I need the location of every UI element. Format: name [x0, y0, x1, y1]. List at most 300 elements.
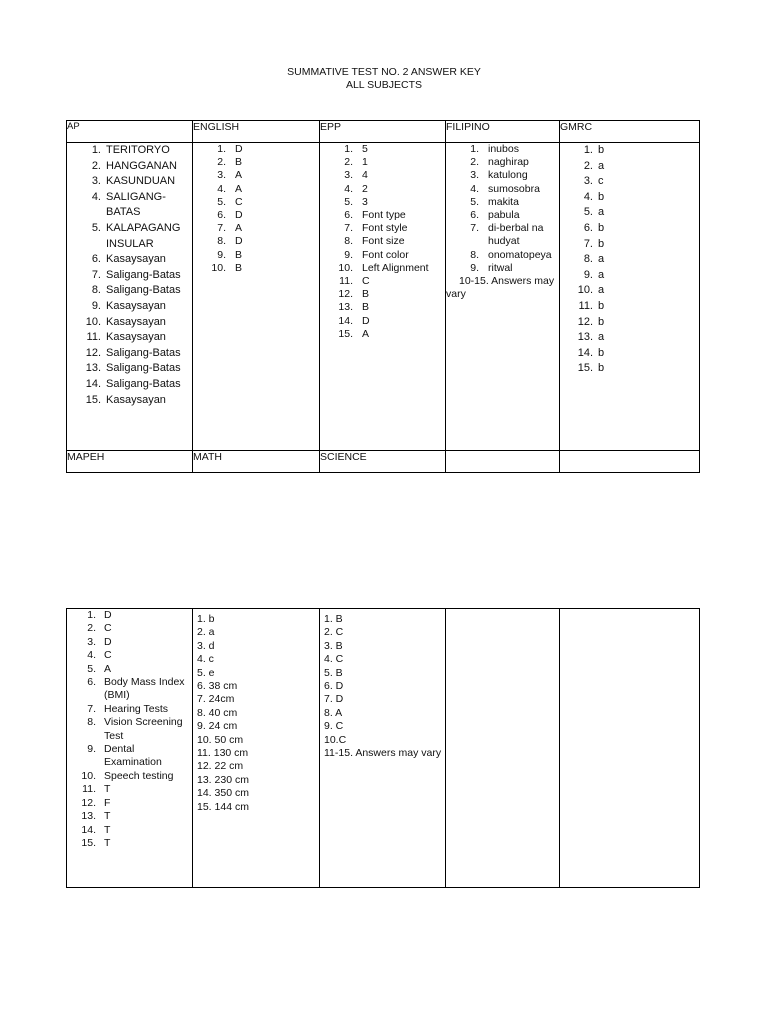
- answer-text: b: [598, 315, 605, 328]
- answer-number: 7.: [344, 222, 353, 235]
- answer-text: katulong: [488, 169, 528, 182]
- answer-key-table-top: [66, 120, 700, 473]
- answer-text: Saligang-Batas: [106, 284, 181, 297]
- answer-text: T: [104, 823, 111, 836]
- answer-line: 5. e: [197, 666, 215, 679]
- answer-number: 7.: [217, 222, 226, 235]
- answer-item: [560, 361, 699, 377]
- answer-number: 5.: [217, 195, 226, 208]
- answer-item: [446, 196, 559, 209]
- answer-item: [67, 190, 192, 221]
- answer-item: [67, 824, 192, 837]
- answer-text: a: [598, 331, 605, 344]
- header-math: MATH: [193, 451, 320, 473]
- answer-item: [67, 609, 192, 622]
- answer-item: [193, 156, 319, 169]
- answer-text: Font color: [362, 248, 409, 261]
- answer-number: 10.: [211, 261, 226, 274]
- answer-text: B: [362, 301, 370, 314]
- answer-text: naghirap: [488, 156, 529, 169]
- answer-item: [67, 663, 192, 676]
- answer-text: Saligang-Batas: [106, 362, 181, 375]
- answer-number: 5.: [583, 206, 593, 219]
- answer-number: 14.: [577, 346, 593, 359]
- answer-number: 11.: [82, 783, 96, 796]
- answer-number: 4.: [583, 190, 593, 203]
- answer-number: 15.: [577, 362, 593, 375]
- answer-item: [67, 268, 192, 284]
- answer-text: SALIGANG-BATAS: [106, 190, 166, 219]
- answer-item: [560, 159, 699, 175]
- answer-number: 9.: [87, 743, 96, 756]
- answer-line: 3. d: [197, 639, 215, 652]
- answer-text: T: [104, 810, 111, 823]
- answer-number: 15.: [85, 393, 101, 406]
- answer-number: 3.: [344, 169, 353, 182]
- answer-number: 1.: [91, 144, 101, 156]
- answer-item: [67, 810, 192, 823]
- answer-item: [560, 237, 699, 253]
- answer-number: 6.: [344, 209, 353, 222]
- answer-text: di-berbal na hudyat: [488, 222, 544, 248]
- answer-item: [560, 190, 699, 206]
- answer-item: [560, 346, 699, 362]
- answer-item: [560, 252, 699, 268]
- answer-item: [67, 703, 192, 716]
- answer-item: [320, 222, 445, 235]
- subject-header-row-2: [67, 451, 700, 473]
- answer-number: 9.: [217, 248, 226, 261]
- answer-number: 4.: [344, 182, 353, 195]
- answer-number: 9.: [583, 268, 593, 281]
- answer-line: 11-15. Answers may vary: [324, 747, 442, 760]
- answer-item: [67, 299, 192, 315]
- answer-text: HANGGANAN: [106, 159, 177, 172]
- answer-item: [67, 315, 192, 331]
- answer-number: 6.: [91, 253, 101, 266]
- answer-text: Speech testing: [104, 769, 174, 782]
- epp-answer-list: [320, 143, 445, 341]
- answer-text: A: [104, 662, 112, 675]
- document-title: SUMMATIVE TEST NO. 2 ANSWER KEY: [287, 66, 481, 78]
- answer-item: [320, 315, 445, 328]
- answer-text: C: [235, 195, 243, 208]
- answer-item: [320, 183, 445, 196]
- answer-number: 6.: [470, 209, 479, 222]
- answer-item: [560, 299, 699, 315]
- answer-text: C: [104, 649, 112, 662]
- filipino-note: [446, 275, 559, 301]
- answer-item: [67, 636, 192, 649]
- answer-text: B: [235, 261, 243, 274]
- answer-number: 3.: [87, 635, 96, 648]
- answer-text: Font style: [362, 222, 408, 235]
- answer-text: KALAPAGANG INSULAR: [106, 221, 181, 250]
- answer-text: b: [598, 346, 605, 359]
- answer-line: 5. B: [324, 666, 343, 679]
- answer-text: D: [235, 143, 243, 155]
- answer-item: [67, 797, 192, 810]
- answer-number: 2.: [583, 159, 593, 172]
- answer-number: 13.: [577, 331, 593, 344]
- math-answers-cell: [193, 609, 320, 888]
- answer-item: [446, 143, 559, 156]
- answers-row-2: [67, 609, 700, 888]
- answer-text: b: [598, 362, 605, 375]
- answer-text: a: [598, 206, 605, 219]
- answer-line: 8. A: [324, 706, 343, 719]
- header-mapeh: MAPEH: [67, 451, 193, 473]
- answer-number: 1.: [583, 144, 593, 156]
- subject-header-row: [67, 121, 700, 143]
- answer-number: 11.: [86, 331, 101, 344]
- answer-item: [560, 268, 699, 284]
- answer-number: 5.: [87, 662, 96, 675]
- answer-text: D: [104, 609, 112, 621]
- answer-number: 1.: [217, 143, 226, 155]
- answer-text: D: [235, 209, 243, 222]
- answer-text: Left Alignment: [362, 261, 429, 274]
- answer-number: 4.: [87, 649, 96, 662]
- answer-line: 2. a: [197, 626, 215, 639]
- answer-text: F: [104, 796, 111, 809]
- answer-item: [67, 393, 192, 409]
- answer-number: 1.: [470, 143, 479, 155]
- answer-number: 11.: [578, 299, 593, 312]
- answer-item: [67, 377, 192, 393]
- ap-answer-list: [67, 143, 192, 408]
- answer-number: 12.: [577, 315, 593, 328]
- answer-text: 2: [362, 182, 368, 195]
- answer-item: [320, 275, 445, 288]
- answer-line: 10.C: [324, 733, 347, 746]
- answer-item: [560, 283, 699, 299]
- answer-text: B: [362, 288, 370, 301]
- answer-number: 12.: [85, 346, 101, 359]
- answer-line: 10. 50 cm: [197, 733, 244, 746]
- answer-line: 4. C: [324, 653, 344, 666]
- answer-item: [193, 196, 319, 209]
- mapeh-answer-list: [67, 609, 192, 850]
- answer-number: 7.: [470, 222, 479, 235]
- answer-number: 10.: [577, 284, 593, 297]
- science-answers-cell: [320, 609, 446, 888]
- answer-item: [67, 783, 192, 796]
- answer-line: 8. 40 cm: [197, 706, 238, 719]
- answer-number: 8.: [91, 284, 101, 297]
- answer-number: 8.: [87, 716, 96, 729]
- answer-text: c: [598, 175, 604, 188]
- answer-line: 2. C: [324, 626, 344, 639]
- answer-line: 7. D: [324, 693, 344, 706]
- answer-item: [193, 143, 319, 156]
- answer-text: C: [104, 622, 112, 635]
- answer-line: 4. c: [197, 653, 214, 666]
- answer-number: 11.: [339, 275, 353, 288]
- answer-item: [320, 196, 445, 209]
- answer-item: [446, 156, 559, 169]
- answer-line: 6. 38 cm: [197, 680, 238, 693]
- answer-number: 12.: [338, 288, 353, 301]
- gmrc-answers-cell: [560, 143, 700, 451]
- answer-number: 15.: [338, 327, 353, 340]
- header-ap: AP: [67, 121, 193, 143]
- answer-item: [67, 330, 192, 346]
- answer-text: B: [235, 248, 243, 261]
- answer-item: [320, 288, 445, 301]
- answer-text: a: [598, 253, 605, 266]
- answer-text: b: [598, 144, 605, 156]
- answer-number: 2.: [217, 156, 226, 169]
- answer-line: 1. b: [197, 613, 215, 625]
- answer-text: Saligang-Batas: [106, 377, 181, 390]
- answer-number: 2.: [344, 156, 353, 169]
- answer-number: 3.: [583, 175, 593, 188]
- answer-item: [193, 169, 319, 182]
- filipino-answers-cell: [446, 143, 560, 451]
- header-empty-5: [560, 451, 700, 473]
- answer-item: [193, 235, 319, 248]
- answer-line: 1. B: [324, 613, 343, 625]
- answer-text: 3: [362, 195, 368, 208]
- answer-number: 10.: [338, 261, 353, 274]
- answer-text: TERITORYO: [106, 144, 170, 156]
- answer-text: Kasaysayan: [106, 331, 166, 344]
- answer-item: [67, 743, 192, 770]
- answer-number: 7.: [91, 268, 101, 281]
- answer-text: pabula: [488, 209, 520, 222]
- answer-number: 1.: [344, 143, 353, 155]
- answer-item: [67, 252, 192, 268]
- answer-text: Kasaysayan: [106, 299, 166, 312]
- answer-item: [67, 159, 192, 175]
- answer-number: 7.: [87, 702, 96, 715]
- answer-text: b: [598, 190, 605, 203]
- answer-item: [67, 837, 192, 850]
- answer-number: 12.: [81, 796, 96, 809]
- answer-item: [67, 143, 192, 159]
- answer-key-table-bottom: [66, 608, 700, 888]
- answer-text: T: [104, 836, 111, 849]
- answer-number: 6.: [583, 221, 593, 234]
- answer-number: 13.: [81, 810, 96, 823]
- answer-line: 11. 130 cm: [197, 747, 249, 760]
- answer-text: inubos: [488, 143, 519, 155]
- answer-text: Saligang-Batas: [106, 268, 181, 281]
- answer-number: 2.: [470, 156, 479, 169]
- header-filipino: FILIPINO: [446, 121, 560, 143]
- answer-text: C: [362, 275, 370, 288]
- answer-text: b: [598, 221, 605, 234]
- answer-item: [446, 249, 559, 262]
- answer-number: 9.: [91, 299, 101, 312]
- math-answer-list: [193, 609, 319, 814]
- answers-row: [67, 143, 700, 451]
- answer-number: 3.: [470, 169, 479, 182]
- answer-text: Vision Screening Test: [104, 716, 183, 742]
- filipino-answer-list: [446, 143, 559, 275]
- answer-item: [67, 361, 192, 377]
- answer-number: 8.: [470, 248, 479, 261]
- mapeh-answers-cell: [67, 609, 193, 888]
- answer-number: 8.: [217, 235, 226, 248]
- answer-number: 6.: [87, 676, 96, 689]
- answer-number: 9.: [470, 261, 479, 274]
- answer-item: [67, 283, 192, 299]
- science-answer-list: [320, 609, 445, 760]
- answer-item: [560, 221, 699, 237]
- answer-number: 8.: [583, 253, 593, 266]
- answer-text: b: [598, 237, 605, 250]
- answer-item: [193, 222, 319, 235]
- answer-line: 12. 22 cm: [197, 760, 244, 773]
- answer-number: 9.: [344, 248, 353, 261]
- answer-item: [320, 209, 445, 222]
- answer-number: 13.: [338, 301, 353, 314]
- answer-text: Font size: [362, 235, 405, 248]
- answer-number: 1.: [87, 609, 96, 621]
- answer-item: [67, 716, 192, 743]
- document-subtitle: ALL SUBJECTS: [345, 79, 423, 91]
- answer-text: 5: [362, 143, 368, 155]
- answer-item: [560, 330, 699, 346]
- answer-item: [320, 249, 445, 262]
- answer-line: 9. 24 cm: [197, 720, 238, 733]
- answer-item: [67, 346, 192, 362]
- answer-item: [320, 262, 445, 275]
- answer-item: [193, 209, 319, 222]
- answer-number: 14.: [338, 314, 353, 327]
- answer-text: makita: [488, 195, 519, 208]
- empty-cell-5: [560, 609, 700, 888]
- answer-text: A: [235, 222, 243, 235]
- answer-line: 6. D: [324, 680, 344, 693]
- answer-number: 3.: [91, 175, 101, 188]
- epp-answers-cell: [320, 143, 446, 451]
- answer-number: 4.: [217, 182, 226, 195]
- answer-number: 8.: [344, 235, 353, 248]
- answer-text: A: [362, 327, 370, 340]
- answer-item: [67, 770, 192, 783]
- answer-item: [446, 183, 559, 196]
- answer-item: [560, 205, 699, 221]
- answer-text: Saligang-Batas: [106, 346, 181, 359]
- answer-item: [193, 183, 319, 196]
- answer-text: ritwal: [488, 261, 513, 274]
- answer-item: [67, 676, 192, 703]
- answer-line: 14. 350 cm: [197, 787, 249, 800]
- header-gmrc: GMRC: [560, 121, 700, 143]
- answer-number: 5.: [470, 195, 479, 208]
- answer-text: sumosobra: [488, 182, 540, 195]
- answer-item: [67, 221, 192, 252]
- answer-text: onomatopeya: [488, 248, 552, 261]
- header-english: ENGLISH: [193, 121, 320, 143]
- gmrc-answer-list: [560, 143, 699, 377]
- answer-text: b: [598, 299, 605, 312]
- answer-text: a: [598, 159, 605, 172]
- header-empty-4: [446, 451, 560, 473]
- answer-number: 3.: [217, 169, 226, 182]
- answer-item: [320, 143, 445, 156]
- answer-number: 6.: [217, 209, 226, 222]
- answer-item: [320, 169, 445, 182]
- answer-item: [560, 143, 699, 159]
- answer-item: [320, 235, 445, 248]
- answer-text: A: [235, 182, 243, 195]
- answer-text: Kasaysayan: [106, 393, 166, 406]
- answer-text: Kasaysayan: [106, 253, 166, 266]
- answer-text: Dental Examination: [104, 743, 162, 769]
- answer-item: [446, 169, 559, 182]
- answer-item: [320, 328, 445, 341]
- answer-line: 9. C: [324, 720, 344, 733]
- answer-text: Body Mass Index (BMI): [104, 676, 185, 702]
- answer-item: [446, 262, 559, 275]
- answer-number: 10.: [81, 769, 96, 782]
- english-answers-cell: [193, 143, 320, 451]
- ap-answers-cell: [67, 143, 193, 451]
- answer-item: [67, 174, 192, 190]
- answer-item: [193, 249, 319, 262]
- answer-item: [67, 649, 192, 662]
- answer-item: [446, 209, 559, 222]
- answer-number: 4.: [470, 182, 479, 195]
- answer-text: KASUNDUAN: [106, 175, 176, 188]
- answer-text: T: [104, 783, 111, 796]
- answer-line: 3. B: [324, 639, 343, 652]
- answer-text: Kasaysayan: [106, 315, 166, 328]
- answer-text: a: [598, 284, 605, 297]
- answer-number: 13.: [85, 362, 101, 375]
- answer-text: 1: [362, 156, 368, 169]
- answer-item: [560, 315, 699, 331]
- answer-text: A: [235, 169, 243, 182]
- english-answer-list: [193, 143, 319, 275]
- answer-line: 15. 144 cm: [197, 800, 249, 813]
- answer-text: D: [235, 235, 243, 248]
- answer-text: 4: [362, 169, 368, 182]
- answer-text: Hearing Tests: [104, 702, 169, 715]
- answer-text: a: [598, 268, 605, 281]
- answer-text: D: [104, 635, 112, 648]
- answer-number: 14.: [81, 823, 96, 836]
- answer-number: 2.: [91, 159, 101, 172]
- answer-text: D: [362, 314, 370, 327]
- answer-item: [560, 174, 699, 190]
- header-science: SCIENCE: [320, 451, 446, 473]
- answer-text: B: [235, 156, 243, 169]
- answer-item: [320, 301, 445, 314]
- answer-number: 15.: [81, 836, 96, 849]
- answer-number: 5.: [91, 221, 101, 234]
- filipino-note-text: 10-15. Answers may vary: [446, 275, 555, 301]
- answer-number: 5.: [344, 195, 353, 208]
- answer-text: Font type: [362, 209, 406, 222]
- answer-item: [193, 262, 319, 275]
- answer-number: 7.: [583, 237, 593, 250]
- answer-number: 2.: [87, 622, 96, 635]
- answer-item: [320, 156, 445, 169]
- answer-item: [67, 622, 192, 635]
- answer-number: 14.: [85, 377, 101, 390]
- answer-item: [446, 222, 559, 248]
- header-epp: EPP: [320, 121, 446, 143]
- empty-cell-4: [446, 609, 560, 888]
- answer-number: 10.: [85, 315, 101, 328]
- answer-line: 13. 230 cm: [197, 773, 249, 786]
- answer-number: 4.: [91, 190, 101, 203]
